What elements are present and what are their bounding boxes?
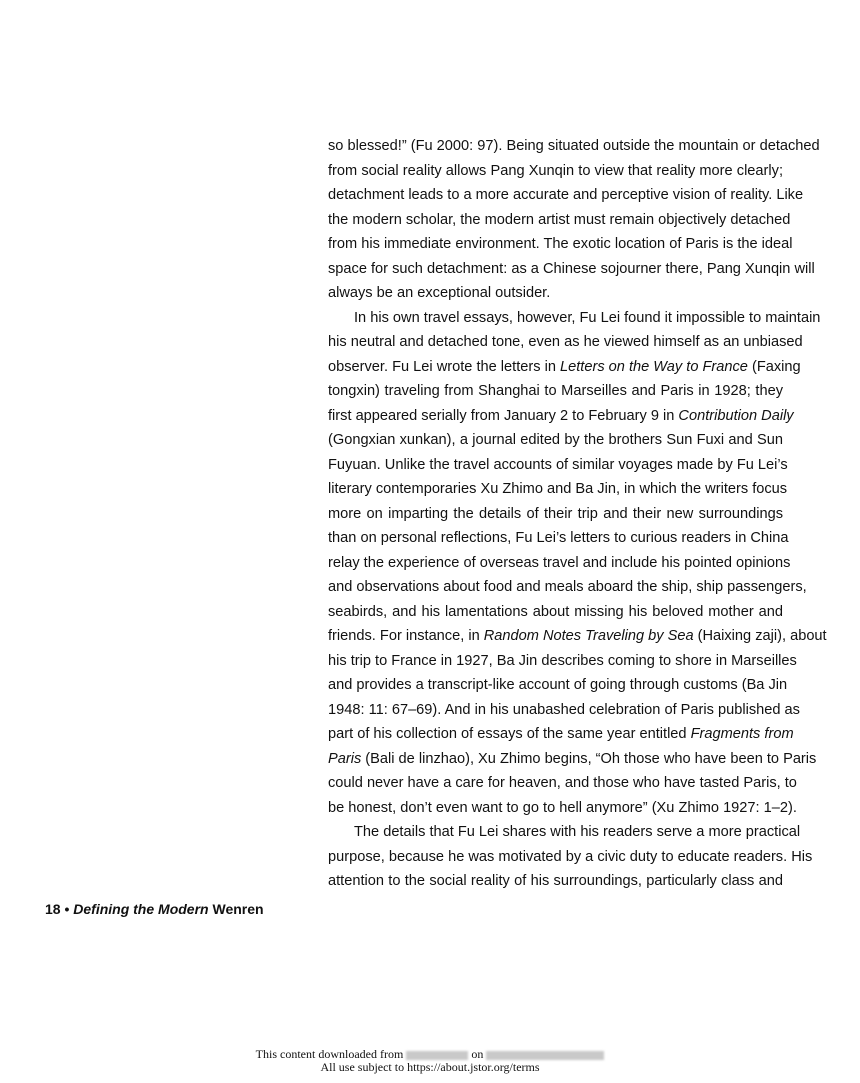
text-segment: relay the experience of overseas travel and include his pointed opinions: [328, 554, 791, 571]
italic-title: Fragments from: [690, 726, 794, 742]
text-segment: The details that Fu Lei shares with his readers serve a more practical: [354, 824, 801, 840]
italic-title: Paris: [328, 750, 362, 767]
text-segment: (Haixing zaji), about: [693, 628, 827, 644]
text-segment: and provides a transcript-like account of going through customs (Ba Jin: [328, 677, 788, 693]
italic-title: Random Notes Traveling by Sea: [483, 628, 694, 644]
redacted-ip: [406, 1051, 468, 1060]
text-line: [328, 477, 788, 502]
body-text: [328, 134, 827, 894]
text-line: [328, 306, 821, 331]
text-line: [328, 698, 800, 723]
italic-title: Contribution Daily: [678, 407, 794, 424]
text-line: [328, 845, 813, 870]
text-line: [328, 281, 783, 306]
text-segment: In his own travel essays, however, Fu Lei found it impossible to maintain: [354, 309, 821, 326]
redacted-timestamp: [486, 1051, 604, 1060]
text-line: [328, 232, 793, 257]
download-line-1: [0, 1048, 860, 1061]
text-segment: friends. For instance, in: [328, 628, 484, 644]
download-line-2: All use subject to https://about.jstor.org/terms: [320, 1060, 540, 1074]
running-foot: [45, 901, 264, 917]
text-line: [328, 575, 807, 600]
text-line: [328, 428, 783, 453]
text-segment: his neutral and detached tone, even as he viewed himself as an unbiased: [328, 334, 803, 350]
text-segment: always be an exceptional outsider.: [328, 285, 551, 301]
text-line: [328, 747, 817, 772]
text-segment: seabirds, and his lamentations about missing his beloved mother and: [328, 603, 783, 620]
text-line: [328, 330, 803, 355]
text-line: [328, 453, 788, 478]
text-line: [328, 624, 827, 649]
text-segment: the modern scholar, the modern artist must remain objectively detached: [328, 211, 791, 228]
book-title-rest: Wenren: [208, 901, 264, 917]
text-line: [328, 820, 801, 845]
italic-title: Letters on the Way to France: [560, 358, 748, 375]
text-line: [328, 355, 801, 380]
text-segment: Fuyuan. Unlike the travel accounts of similar voyages made by Fu Lei’s: [328, 456, 788, 473]
text-segment: part of his collection of essays of the same year entitled: [328, 726, 691, 742]
text-line: [328, 796, 797, 821]
text-line: [328, 673, 788, 698]
page-number: 18 •: [45, 901, 74, 917]
download-prefix: This content downloaded from: [255, 1047, 407, 1061]
text-segment: be honest, don’t even want to go to hell anymore” (Xu Zhimo 1927: 1–2).: [328, 799, 797, 816]
text-line: [328, 526, 789, 551]
text-segment: (Gongxian xunkan), a journal edited by the brothers Sun Fuxi and Sun: [328, 432, 783, 448]
text-line: [328, 771, 797, 796]
text-line: [328, 183, 804, 208]
book-title-italic: Defining the Modern: [73, 901, 209, 917]
text-line: [328, 404, 794, 429]
text-line: [328, 134, 820, 159]
text-line: [328, 379, 783, 404]
text-segment: than on personal reflections, Fu Lei’s letters to curious readers in China: [328, 530, 789, 546]
text-segment: from his immediate environment. The exotic location of Paris is the ideal: [328, 236, 793, 252]
text-line: [328, 208, 791, 233]
text-segment: more on imparting the details of their trip and their new surroundings: [328, 505, 783, 522]
text-line: [328, 159, 783, 184]
text-segment: (Faxing: [747, 358, 801, 375]
text-segment: detachment leads to a more accurate and perceptive vision of reality. Like: [328, 187, 804, 203]
text-segment: first appeared serially from January 2 to February 9 in: [328, 407, 679, 424]
text-segment: 1948: 11: 67–69). And in his unabashed celebration of Paris published as: [328, 701, 800, 718]
download-on: on: [468, 1047, 487, 1061]
text-segment: his trip to France in 1927, Ba Jin describes coming to shore in Marseilles: [328, 652, 797, 669]
text-segment: tongxin) traveling from Shanghai to Marseilles and Paris in 1928; they: [328, 383, 783, 399]
text-segment: literary contemporaries Xu Zhimo and Ba Jin, in which the writers focus: [328, 481, 788, 497]
text-segment: observer. Fu Lei wrote the letters in: [328, 358, 560, 375]
text-segment: purpose, because he was motivated by a civic duty to educate readers. His: [328, 848, 813, 865]
text-segment: so blessed!” (Fu 2000: 97). Being situated outside the mountain or detached: [328, 138, 820, 154]
text-line: [328, 257, 815, 282]
text-line: [328, 722, 794, 747]
text-line: [328, 600, 783, 625]
download-notice: [0, 1048, 860, 1074]
text-line: [328, 551, 791, 576]
text-segment: and observations about food and meals aboard the ship, ship passengers,: [328, 579, 807, 595]
text-segment: (Bali de linzhao), Xu Zhimo begins, “Oh those who have been to Paris: [361, 750, 817, 767]
text-segment: attention to the social reality of his surroundings, particularly class and: [328, 873, 783, 889]
text-line: [328, 649, 797, 674]
text-segment: could never have a care for heaven, and those who have tasted Paris, to: [328, 775, 797, 791]
text-line: [328, 502, 783, 527]
text-segment: space for such detachment: as a Chinese sojourner there, Pang Xunqin will: [328, 260, 815, 277]
text-line: [328, 869, 783, 894]
text-segment: from social reality allows Pang Xunqin to view that reality more clearly;: [328, 162, 783, 179]
